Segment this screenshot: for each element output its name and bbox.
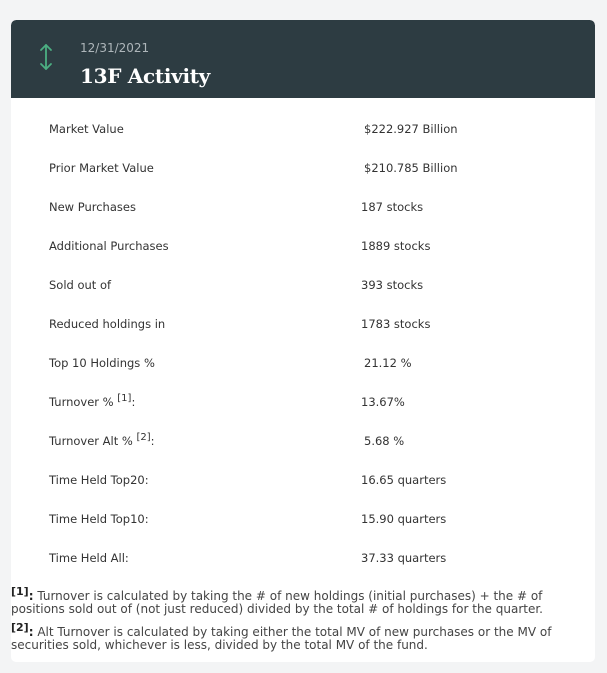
row-label: Additional Purchases [49,239,169,253]
row-market-value [11,110,595,149]
row-turnover-alt [11,422,595,461]
report-date: 12/31/2021 [80,41,150,55]
row-value: 21.12 % [364,356,412,370]
row-value: 1783 stocks [361,317,431,331]
row-value: 16.65 quarters [361,473,447,487]
row-time-held-top10 [11,500,595,539]
row-label: Market Value [49,122,124,136]
row-time-held-top20 [11,461,595,500]
row-value: 1889 stocks [361,239,431,253]
row-label: Prior Market Value [49,161,154,175]
row-new-purchases [11,188,595,227]
row-reduced-holdings [11,305,595,344]
row-value: $210.785 Billion [364,161,458,175]
label-suffix: : [150,434,155,448]
row-value: 187 stocks [361,200,424,214]
label-suffix: : [131,395,136,409]
footnote-mark: [1]: [11,585,34,603]
row-value: 37.33 quarters [361,551,447,565]
row-label: Top 10 Holdings % [49,356,155,370]
row-label: Time Held Top10: [49,512,149,526]
footnote-1 [11,585,596,616]
footnotes [11,585,596,657]
row-top10-holdings [11,344,595,383]
activity-card [11,20,595,662]
row-value: 393 stocks [361,278,424,292]
footnote-text: Turnover is calculated by taking the # of new holdings (initial purchases) + the # of positions sold out of (not just reduced) divided by the total # of holdings for the quarter. [11,589,543,616]
row-turnover [11,383,595,422]
row-label: Reduced holdings in [49,317,166,331]
row-label-text: Turnover % [49,395,114,409]
card-header [11,20,595,98]
footnote-mark: [2]: [11,621,34,639]
row-additional-purchases [11,227,595,266]
footnote-text: Alt Turnover is calculated by taking either the total MV of new purchases or the MV of securities sold, whichever is less, divided by the total MV of the fund. [11,625,552,652]
footnote-ref: [2] [136,432,151,443]
row-label: Time Held All: [49,551,129,565]
row-value: 5.68 % [364,434,405,448]
row-sold-out-of [11,266,595,305]
row-label-text: Turnover Alt % [49,434,133,448]
row-time-held-all [11,539,595,578]
row-label: New Purchases [49,200,136,214]
activity-table [11,110,595,578]
row-value: 15.90 quarters [361,512,447,526]
footnote-ref: [1] [117,393,132,404]
row-label: Sold out of [49,278,112,292]
row-label: Time Held Top20: [49,473,149,487]
row-label [49,434,155,448]
row-label [49,395,135,409]
vertical-arrows-icon [37,42,55,72]
row-value: 13.67% [361,395,405,409]
card-title: 13F Activity [80,64,211,88]
footnote-2 [11,621,596,652]
row-value: $222.927 Billion [364,122,458,136]
row-prior-market-value [11,149,595,188]
